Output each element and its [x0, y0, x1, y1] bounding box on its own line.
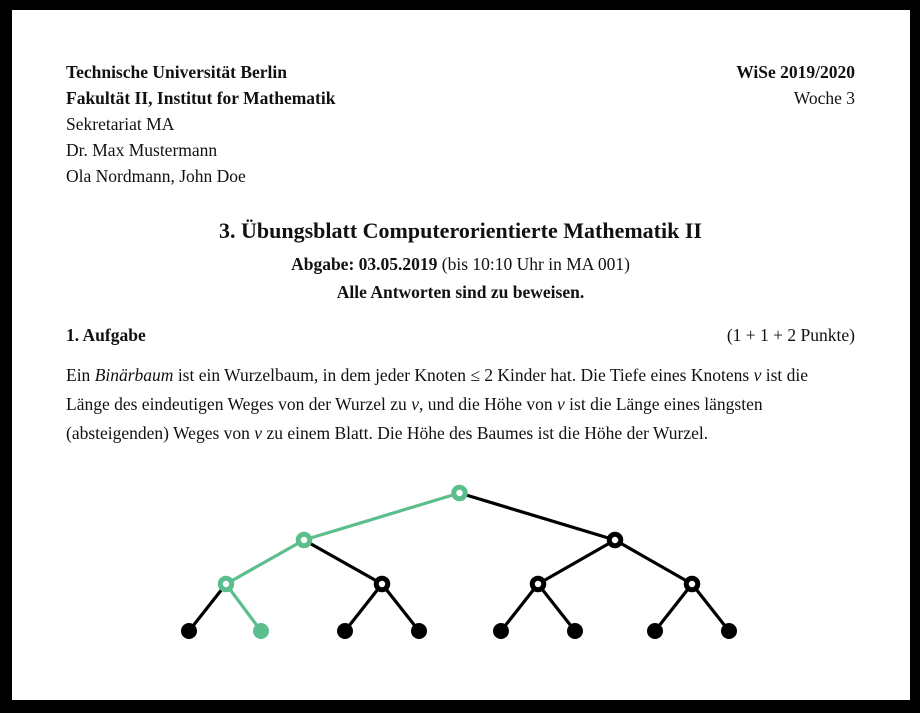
tree-edge-n20-l0 [189, 584, 226, 631]
tree-edge-n11-n23 [615, 540, 692, 584]
text-run: , und die Höhe von [418, 394, 558, 414]
text-run: (bis 10:10 Uhr in MA 001) [437, 254, 630, 274]
text-run: zu einem Blatt. Die Höhe des Baumes ist die Höhe der Wurzel. [262, 423, 709, 443]
tree-edge-n20-l1 [226, 584, 261, 631]
tree-edge-n23-l7 [692, 584, 729, 631]
tree-node-l3 [411, 623, 427, 639]
tree-node-n10 [298, 534, 310, 546]
university-name: Technische Universität Berlin [66, 62, 288, 82]
text-run: ist die Länge eines längsten (absteigenden) Weges von [66, 394, 763, 443]
tree-edge-n10-n20 [226, 540, 304, 584]
tree-edge-n10-n21 [304, 540, 382, 584]
document-content [12, 10, 910, 448]
tree-edge-n23-l6 [655, 584, 692, 631]
tree-node-l5 [567, 623, 583, 639]
tree-node-n20 [220, 578, 232, 590]
text-run: Abgabe: 03.05.2019 [291, 254, 438, 274]
document-page [12, 10, 910, 700]
secretariat-line: Sekretariat MA [66, 114, 175, 134]
tree-edge-root-n10 [304, 493, 460, 540]
text-run: v [411, 394, 419, 414]
tree-edge-n11-n22 [538, 540, 615, 584]
text-run: v [557, 394, 565, 414]
faculty-name: Fakultät II, Institut for Mathematik [66, 88, 336, 108]
text-run: ist die Länge des eindeutigen Weges von der Wurzel zu [66, 365, 809, 414]
tree-node-l7 [721, 623, 737, 639]
task-description [66, 361, 855, 448]
tree-node-l0 [181, 623, 197, 639]
text-run: ist ein Wurzelbaum, in dem jeder Knoten ≤ 2 Kinder hat. Die Tiefe eines Knotens [173, 365, 754, 385]
deadline-line [66, 251, 855, 277]
task-heading-row [66, 322, 855, 348]
text-run: Ein [66, 365, 95, 385]
semester-label: WiSe 2019/2020 [736, 62, 855, 82]
document-header [66, 59, 855, 189]
tree-node-n23 [686, 578, 698, 590]
week-label: Woche 3 [793, 88, 855, 108]
title-block [66, 216, 855, 305]
assistants-line: Ola Nordmann, John Doe [66, 166, 246, 186]
text-run: v [753, 365, 762, 385]
text-run: v [254, 423, 263, 443]
task-points: (1 + 1 + 2 Punkte) [726, 325, 855, 345]
tree-edge-n22-l4 [501, 584, 538, 631]
sender-block [66, 59, 335, 189]
tree-node-l6 [647, 623, 663, 639]
proof-note: Alle Antworten sind zu beweisen. [336, 282, 585, 302]
text-run: Binärbaum [94, 365, 174, 385]
semester-block [736, 59, 855, 111]
tree-node-n22 [532, 578, 544, 590]
tree-edge-n22-l5 [538, 584, 575, 631]
tree-node-l2 [337, 623, 353, 639]
tree-node-l4 [493, 623, 509, 639]
tree-node-root [454, 487, 466, 499]
task-label: 1. Aufgabe [66, 325, 146, 345]
tree-edge-n21-l2 [345, 584, 382, 631]
tree-node-n21 [376, 578, 388, 590]
tree-node-n11 [609, 534, 621, 546]
tree-edge-root-n11 [460, 493, 616, 540]
tree-edge-n21-l3 [382, 584, 419, 631]
lecturer-line: Dr. Max Mustermann [66, 140, 218, 160]
tree-node-l1 [253, 623, 269, 639]
sheet-title: 3. Übungsblatt Computerorientierte Mathematik II [219, 218, 702, 243]
